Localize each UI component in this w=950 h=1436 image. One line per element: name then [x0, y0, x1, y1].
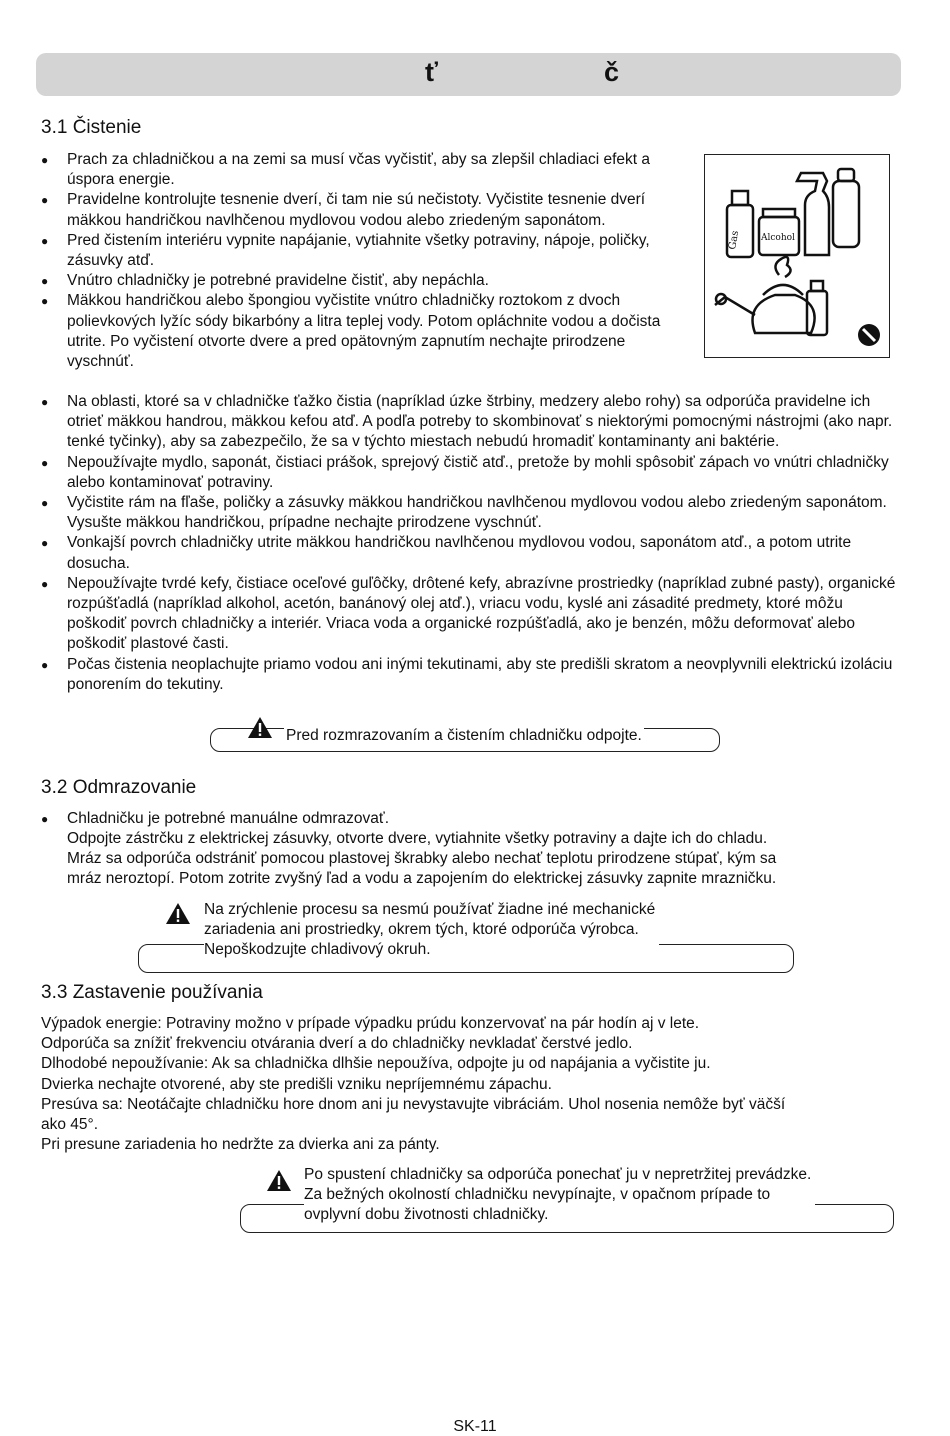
warning-line: Na zrýchlenie procesu sa nesmú používať žiadne iné mechanické — [204, 901, 656, 918]
warning-line: Po spustení chladničky sa odporúča ponechať ju v nepretržitej prevádzke. — [304, 1166, 812, 1183]
warning-line: Za bežných okolností chladničku nevypínajte, v opačnom prípade to — [304, 1186, 771, 1204]
list-item: ● Pred čistením interiéru vypnite napájanie, vytiahnite všetky potraviny, nápoje, poličky, zásuvky atď. — [41, 231, 691, 271]
warning-triangle-icon — [247, 716, 273, 739]
page-number: SK-11 — [453, 1418, 497, 1435]
disuse-instructions — [41, 1014, 785, 1155]
warning-text — [204, 900, 659, 961]
cleaning-bullet-list — [41, 150, 691, 372]
warning-line: ovplyvní dobu životnosti chladničky. — [304, 1206, 549, 1224]
warning-text — [304, 1165, 815, 1226]
header-glyph-2: č — [604, 57, 620, 87]
cleaning-products-illustration — [704, 154, 890, 358]
list-item: ● Nepoužívajte tvrdé kefy, čistiace oceľové guľôčky, drôtené kefy, abrazívne prostriedky (napríklad zubné pasty), organické rozpúšťadlá (napríklad alkohol, acetón, banánový olej atď.), vriacu vodu, kyslé ani zásadité predmety, ktoré môžu poškodiť povrch chladničky a interiér. Vriaca voda a organické rozpúšťadlá, ako je benzén, môžu deformovať alebo poškodiť plastové časti. — [41, 574, 903, 655]
warning-notice-defrosting — [138, 900, 794, 974]
paragraph-line: Pri presune zariadenia ho nedržte za dvierka ani za pánty. — [41, 1136, 440, 1154]
warning-triangle-icon — [266, 1169, 292, 1192]
prohibited-icon — [858, 324, 880, 346]
warning-notice-continuous-operation — [240, 1164, 894, 1234]
section-title-disuse: 3.3 Zastavenie používania — [41, 982, 263, 1003]
defrosting-instructions — [67, 829, 776, 890]
list-item: ● Chladničku je potrebné manuálne odmrazovať. — [41, 809, 903, 829]
section-title-cleaning: 3.1 Čistenie — [41, 117, 142, 138]
list-item: ● Na oblasti, ktoré sa v chladničke ťažko čistia (napríklad úzke štrbiny, medzery alebo rohy) sa odporúča pravidelne ich otrieť mäkkou handrou, mäkkou kefou atď. A podľa potreby to skombinovať s niektorými pomocnými nástrojmi (ako napr. tenké tyčinky), aby sa zabezpečilo, že sa v týchto miestach nebudú hromadiť kontaminanty ani baktérie. — [41, 392, 903, 453]
paragraph-line: Presúva sa: Neotáčajte chladničku hore dnom ani ju nevystavujte vibráciám. Uhol nosenia nemôže byť väčší — [41, 1095, 786, 1113]
defrosting-bullet-list — [41, 809, 903, 829]
paragraph-line: mráz neroztopí. Potom zotrite zvyšný ľad a vodu a zapojením do elektrickej zásuvky zapnite mrazničku. — [67, 870, 777, 888]
paragraph-line: Odporúča sa znížiť frekvenciu otvárania dverí a do chladničky nevkladať čerstvé jedlo. — [41, 1035, 633, 1053]
list-item: ● Pravidelne kontrolujte tesnenie dverí, či tam nie sú nečistoty. Vyčistite tesnenie dverí mäkkou handričkou navlhčenou mydlovou vodou alebo zriedeným saponátom. — [41, 190, 691, 230]
list-item: ● Mäkkou handričkou alebo špongiou vyčistite vnútro chladničky roztokom z dvoch polievkových lyžíc sódy bikarbóny a litra teplej vody. Potom opláchnite vodou a dočista utrite. Po vyčistení otvorte dvere a pred opätovným zapnutím nechajte prirodzene vyschnúť. — [41, 291, 691, 372]
list-item: ● Nepoužívajte mydlo, saponát, čistiaci prášok, sprejový čistič atď., pretože by mohli spôsobiť zápach vo vnútri chladničky alebo kontaminovať potraviny. — [41, 453, 903, 493]
list-item: ● Počas čistenia neoplachujte priamo vodou ani inými tekutinami, aby ste predišli skratom a neovplyvnili elektrickú izoláciu ponorením do tekutiny. — [41, 655, 903, 695]
paragraph-line: ako 45°. — [41, 1116, 99, 1134]
warning-notice-unplug — [210, 716, 720, 754]
warning-triangle-icon — [165, 902, 191, 925]
warning-text: Pred rozmrazovaním a čistením chladničku odpojte. — [284, 726, 644, 746]
paragraph-line: Odpojte zástrčku z elektrickej zásuvky, otvorte dvere, vytiahnite všetky potraviny a dajte ich do chladu. — [67, 830, 768, 847]
paragraph-line: Dvierka nechajte otvorené, aby ste predišli vzniku nepríjemnému zápachu. — [41, 1075, 552, 1093]
section-header-bar — [36, 53, 901, 96]
list-item: ● Vyčistite rám na fľaše, poličky a zásuvky mäkkou handričkou navlhčenou mydlovou vodou alebo zriedeným saponátom. Vysušte mäkkou handričkou, prípadne nechajte prirodzene vyschnúť. — [41, 493, 903, 533]
paragraph-line: Dlhodobé nepoužívanie: Ak sa chladnička dlhšie nepoužíva, odpojte ju od napájania a vyčistite ju. — [41, 1055, 711, 1073]
paragraph-line: Výpadok energie: Potraviny možno v prípade výpadku prúdu konzervovať na pár hodín aj v lete. — [41, 1015, 700, 1032]
list-item: ● Vonkajší povrch chladničky utrite mäkkou handričkou navlhčenou mydlovou vodou, saponátom atď., a potom utrite dosucha. — [41, 533, 903, 573]
warning-line: Nepoškodzujte chladivový okruh. — [204, 941, 431, 959]
cleaning-bullet-list-wide — [41, 392, 903, 695]
header-glyph-1: ť — [425, 57, 438, 87]
paragraph-line: Mráz sa odporúča odstrániť pomocou plastovej škrabky alebo nechať teplotu prirodzene stúpať, kým sa — [67, 850, 777, 868]
cleaning-products-drawing — [705, 155, 889, 357]
illustration-label-alcohol: Alcohol — [761, 233, 795, 243]
illustration-label-gas: Gas — [727, 229, 742, 251]
section-title-defrosting: 3.2 Odmrazovanie — [41, 777, 197, 798]
warning-line: zariadenia ani prostriedky, okrem tých, ktoré odporúča výrobca. — [204, 921, 639, 939]
list-item: ● Prach za chladničkou a na zemi sa musí včas vyčistiť, aby sa zlepšil chladiaci efekt a úspora energie. — [41, 150, 691, 190]
list-item: ● Vnútro chladničky je potrebné pravidelne čistiť, aby nepáchla. — [41, 271, 691, 291]
